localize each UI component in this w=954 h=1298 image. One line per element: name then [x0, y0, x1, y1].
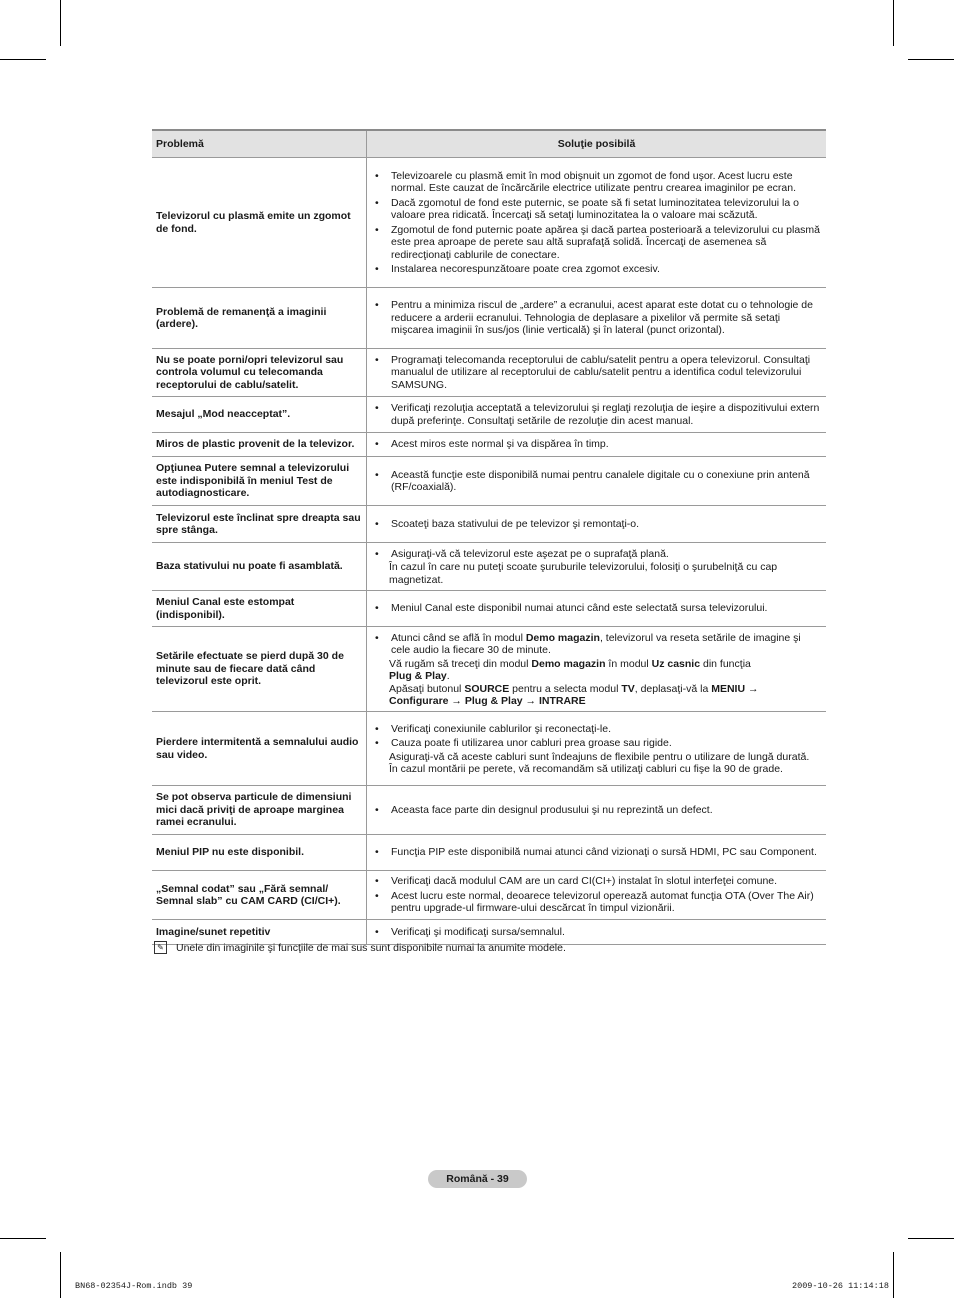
solution-cell	[367, 288, 826, 348]
table-row	[152, 349, 826, 397]
table-row	[152, 786, 826, 835]
bullet-item: • Această funcţie este disponibilă numai pentru canalele digitale cu o conexiune prin antenă (RF/coaxială).	[375, 468, 810, 493]
solution-cell	[367, 397, 826, 432]
bullet-item: • Pentru a minimiza riscul de „ardere” a ecranului, acest aparat este dotat cu o tehnologie de reducere a arderii ecranului. Tehnologia de deplasare a pixelilor vă permite să setaţi mişcarea imaginii în sus/jos (linie verticală) şi în lateral (punct orizontal).	[375, 299, 813, 337]
note	[154, 941, 824, 954]
continuation-text: Vă rugăm să treceţi din modul Demo magazin în modul Uz casnic din funcţia	[389, 657, 751, 670]
problem-cell: Televizorul este înclinat spre dreapta sau spre stânga.	[152, 506, 367, 542]
crop-mark	[893, 0, 894, 46]
crop-mark	[893, 1252, 894, 1298]
bullet-item: • Verificaţi dacă modulul CAM are un card CI(CI+) instalat în slotul interfeţei comune.	[375, 875, 778, 888]
bullet-item: • Cauza poate fi utilizarea unor cabluri prea groase sau rigide.	[375, 737, 672, 749]
problem-cell: Pierdere intermitentă a semnalului audio sau video.	[152, 712, 367, 785]
solution-cell	[367, 457, 826, 505]
footer-timestamp: 2009-10-26 11:14:18	[792, 1281, 889, 1291]
solution-cell	[367, 712, 826, 785]
table-row	[152, 627, 826, 712]
bullet-item: • Dacă zgomotul de fond este puternic, se poate să fi setat luminozitatea televizorului la o valoare prea ridicată. Încercaţi să setaţi luminozitatea la o valoare mai scăzută.	[375, 196, 799, 221]
solution-cell	[367, 349, 826, 396]
problem-cell: Problemă de remanenţă a imaginii (ardere).	[152, 288, 367, 348]
table-row	[152, 397, 826, 433]
crop-mark	[60, 1252, 61, 1298]
problem-cell: Nu se poate porni/opri televizorul sau controla volumul cu telecomanda receptorului de cablu/satelit.	[152, 349, 367, 396]
bullet-item: • Zgomotul de fond puternic poate apărea şi dacă partea posterioară a televizorului cu plasmă este prea aproape de perete sau altă suprafaţă solidă. Încercaţi de asemenea să redirecţionaţi cablurile de conectare.	[375, 223, 821, 261]
note-icon: ✎	[154, 941, 167, 954]
crop-mark	[60, 0, 61, 46]
problem-cell: Se pot observa particule de dimensiuni mici dacă priviţi de aproape marginea ramei ecranului.	[152, 786, 367, 834]
solution-cell	[367, 433, 826, 456]
solution-cell	[367, 786, 826, 834]
bullet-item: • Meniul Canal este disponibil numai atunci când este selectată sursa televizorului.	[375, 602, 768, 615]
problem-cell: „Semnal codat” sau „Fără semnal/ Semnal slab” cu CAM CARD (CI/CI+).	[152, 871, 367, 919]
page-number-badge: Română - 39	[428, 1170, 527, 1188]
crop-mark	[908, 59, 954, 60]
problem-cell: Baza stativului nu poate fi asamblată.	[152, 543, 367, 590]
table-row	[152, 543, 826, 591]
continuation-text: În cazul montării pe perete, vă recomandăm să utilizaţi cabluri cu fişe la 90 de grade.	[389, 763, 783, 775]
solution-cell	[367, 543, 826, 590]
table-row	[152, 871, 826, 920]
bullet-item: • Acest lucru este normal, deoarece televizorul operează automat funcţia OTA (Over The Air) pentru upgrade-ul firmware-ului descărcat în timpul vizionării.	[375, 889, 814, 915]
solution-cell	[367, 506, 826, 542]
footer-file-info: BN68-02354J-Rom.indb 39	[75, 1281, 193, 1291]
solution-cell	[367, 158, 826, 287]
table-header	[152, 129, 826, 158]
table-row	[152, 158, 826, 288]
header-problem: Problemă	[152, 131, 367, 157]
table-row	[152, 591, 826, 627]
problem-cell: Meniul Canal este estompat (indisponibil).	[152, 591, 367, 626]
continuation-text: Apăsaţi butonul SOURCE pentru a selecta modul TV, deplasaţi-vă la MENIU →	[389, 682, 759, 695]
problem-cell: Meniul PIP nu este disponibil.	[152, 835, 367, 870]
bullet-item: • Asiguraţi-vă că televizorul este aşezat pe o suprafaţă plană.	[375, 547, 669, 560]
crop-mark	[908, 1238, 954, 1239]
solution-cell	[367, 871, 826, 919]
bullet-item: • Instalarea necorespunzătoare poate crea zgomot excesiv.	[375, 263, 660, 275]
table-row	[152, 835, 826, 871]
crop-mark	[0, 59, 46, 60]
problem-cell: Opţiunea Putere semnal a televizorului este indisponibilă în meniul Test de autodiagnosticare.	[152, 457, 367, 505]
solution-cell	[367, 591, 826, 626]
problem-cell: Miros de plastic provenit de la televizor.	[152, 433, 367, 456]
bullet-item: • Aceasta face parte din designul produsului şi nu reprezintă un defect.	[375, 803, 713, 816]
table-row	[152, 288, 826, 349]
table-row	[152, 712, 826, 786]
note-text: Unele din imaginile şi funcţiile de mai sus sunt disponibile numai la anumite modele.	[176, 941, 566, 954]
continuation-text: În cazul în care nu puteţi scoate şuruburile televizorului, folosiţi o şurubelniţă cu cap magnetizat.	[389, 561, 778, 586]
bullet-item: • Verificaţi rezoluţia acceptată a televizorului şi reglaţi rezoluţia de ieşire a dispozitivului extern după preferinţe. Consultaţi setările de rezoluţie din acest manual.	[375, 402, 820, 427]
bullet-item: • Funcţia PIP este disponibilă numai atunci când vizionaţi o sursă HDMI, PC sau Component.	[375, 846, 817, 859]
bullet-item: • Scoateţi baza stativului de pe televizor şi remontaţi-o.	[375, 517, 640, 530]
solution-cell	[367, 627, 826, 711]
bullet-item: • Programaţi telecomanda receptorului de cablu/satelit pentru a opera televizorul. Consultaţi manualul de utilizare al receptorului de cablu/satelit pentru a identifica codul televizorului SAMSUNG.	[375, 353, 811, 391]
bullet-item: • Televizoarele cu plasmă emit în mod obişnuit un zgomot de fond uşor. Acest lucru este normal. Este cauzat de încărcările electrice utilizate pentru crearea imaginilor pe ecran.	[375, 169, 797, 194]
header-solution: Soluţie posibilă	[557, 137, 636, 150]
table-row	[152, 506, 826, 543]
problem-cell: Setările efectuate se pierd după 30 de minute sau de fiecare dată când televizorul este oprit.	[152, 627, 367, 711]
continuation-text: Asiguraţi-vă că aceste cabluri sunt îndeajuns de flexibile pentru o utilizare de lungă durată.	[389, 750, 810, 763]
problem-cell: Televizorul cu plasmă emite un zgomot de fond.	[152, 158, 367, 287]
bullet-item: • Verificaţi conexiunile cablurilor şi reconectaţi-le.	[375, 722, 612, 735]
troubleshooting-table	[152, 129, 826, 945]
bullet-item: • Atunci când se află în modul Demo magazin, televizorul va reseta setările de imagine şi cele audio la fiecare 30 de minute.	[375, 631, 801, 656]
table-row	[152, 457, 826, 506]
bullet-item: • Verificaţi şi modificaţi sursa/semnalul.	[375, 925, 565, 938]
table-row	[152, 433, 826, 457]
continuation-text: Configurare → Plug & Play → INTRARE	[389, 695, 586, 707]
crop-mark	[0, 1238, 46, 1239]
solution-cell	[367, 835, 826, 870]
problem-cell: Mesajul „Mod neacceptat”.	[152, 397, 367, 432]
bullet-item: • Acest miros este normal şi va dispărea în timp.	[375, 438, 609, 451]
continuation-text: Plug & Play.	[389, 670, 450, 682]
problem-cell: Imagine/sunet repetitiv	[152, 920, 367, 944]
